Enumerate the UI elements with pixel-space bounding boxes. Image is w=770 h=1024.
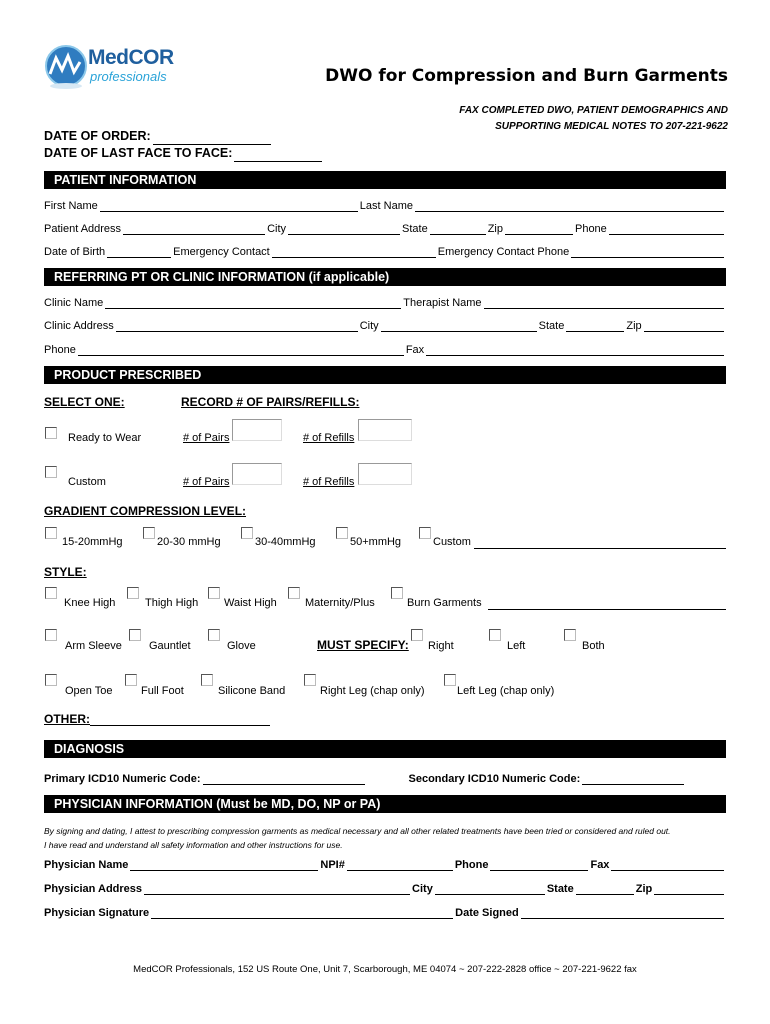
- first-name-label: First Name: [44, 200, 98, 212]
- knee-high-label: Knee High: [64, 597, 116, 609]
- gradient-50-checkbox[interactable]: [336, 527, 348, 539]
- gradient-custom-field[interactable]: [474, 536, 726, 549]
- secondary-icd-label: Secondary ICD10 Numeric Code:: [408, 773, 581, 785]
- physician-name-row: [44, 858, 726, 871]
- logo-tagline: professionals: [90, 69, 167, 84]
- clinic-state-field[interactable]: [566, 319, 624, 332]
- medcor-logo: [44, 44, 174, 104]
- physician-signature-row: [44, 906, 726, 919]
- custom-refills-input[interactable]: [358, 463, 412, 485]
- last-name-field[interactable]: [415, 199, 724, 212]
- maternity-plus-label: Maternity/Plus: [305, 597, 375, 609]
- burn-garments-checkbox[interactable]: [391, 587, 403, 599]
- clinic-address-row: [44, 319, 726, 332]
- physician-name-field[interactable]: [130, 858, 318, 871]
- dob-field[interactable]: [107, 245, 171, 258]
- physician-city-field[interactable]: [435, 882, 545, 895]
- date-last-face-label: DATE OF LAST FACE TO FACE:: [44, 146, 233, 160]
- city-field[interactable]: [288, 222, 400, 235]
- side-left-label: Left: [507, 640, 526, 652]
- therapist-name-label: Therapist Name: [403, 297, 482, 309]
- arm-sleeve-label: Arm Sleeve: [65, 640, 122, 652]
- physician-address-row: [44, 882, 726, 895]
- silicone-band-checkbox[interactable]: [201, 674, 213, 686]
- attestation-text: By signing and dating, I attest to prescribing compression garments as medical necessary and all other related treatments have been tried or considered and ruled out. I have read and understand all safety information and other instructions for use.: [44, 826, 671, 850]
- gauntlet-label: Gauntlet: [149, 640, 191, 652]
- physician-signature-label: Physician Signature: [44, 907, 150, 919]
- gradient-50-label: 50+mmHg: [350, 536, 402, 548]
- full-foot-label: Full Foot: [141, 685, 184, 697]
- knee-high-checkbox[interactable]: [45, 587, 57, 599]
- product-section-header: PRODUCT PRESCRIBED: [44, 366, 726, 384]
- left-leg-chap-label: Left Leg (chap only): [457, 685, 555, 697]
- physician-address-label: Physician Address: [44, 883, 143, 895]
- city-label: City: [267, 223, 287, 235]
- glove-checkbox[interactable]: [208, 629, 220, 641]
- date-of-order-field[interactable]: [153, 132, 271, 145]
- silicone-band-label: Silicone Band: [218, 685, 286, 697]
- patient-address-field[interactable]: [123, 222, 265, 235]
- thigh-high-checkbox[interactable]: [127, 587, 139, 599]
- side-both-checkbox[interactable]: [564, 629, 576, 641]
- gradient-20-30-label: 20-30 mmHg: [157, 536, 221, 548]
- patient-address-row: [44, 222, 726, 235]
- patient-address-label: Patient Address: [44, 223, 122, 235]
- gradient-custom-checkbox[interactable]: [419, 527, 431, 539]
- physician-phone-field[interactable]: [490, 858, 588, 871]
- patient-section-header: PATIENT INFORMATION: [44, 171, 726, 189]
- diagnosis-row: [44, 772, 726, 785]
- custom-product-checkbox[interactable]: [45, 466, 57, 478]
- gradient-30-40-label: 30-40mmHg: [255, 536, 316, 548]
- side-left-checkbox[interactable]: [489, 629, 501, 641]
- left-leg-chap-checkbox[interactable]: [444, 674, 456, 686]
- diagnosis-section-header: DIAGNOSIS: [44, 740, 726, 758]
- first-name-field[interactable]: [100, 199, 358, 212]
- custom-pairs-input[interactable]: [232, 463, 282, 485]
- open-toe-checkbox[interactable]: [45, 674, 57, 686]
- burn-garments-label: Burn Garments: [407, 597, 482, 609]
- emergency-phone-field[interactable]: [571, 245, 724, 258]
- phone-field[interactable]: [609, 222, 724, 235]
- order-dates: [44, 128, 324, 162]
- gradient-15-20-label: 15-20mmHg: [62, 536, 123, 548]
- date-of-order-label: DATE OF ORDER:: [44, 129, 151, 143]
- custom-refills-label: # of Refills: [303, 476, 355, 488]
- globe-logo-icon: [44, 44, 88, 90]
- custom-product-label: Custom: [68, 476, 106, 488]
- referring-section-header: REFERRING PT OR CLINIC INFORMATION (if applicable): [44, 268, 726, 286]
- refills-label: # of Refills: [303, 432, 355, 444]
- gradient-20-30-checkbox[interactable]: [143, 527, 155, 539]
- patient-name-row: [44, 199, 726, 212]
- physician-address-field[interactable]: [144, 882, 410, 895]
- clinic-name-field[interactable]: [105, 296, 401, 309]
- burn-garments-field[interactable]: [488, 597, 726, 610]
- fax-instructions: FAX COMPLETED DWO, PATIENT DEMOGRAPHICS AND SUPPORTING MEDICAL NOTES TO 207-221-9622: [459, 105, 728, 132]
- date-signed-field[interactable]: [521, 906, 724, 919]
- physician-state-label: State: [546, 883, 574, 895]
- record-heading: RECORD # OF PAIRS/REFILLS:: [181, 395, 360, 409]
- must-specify-heading: MUST SPECIFY:: [317, 638, 409, 652]
- primary-icd-field[interactable]: [203, 772, 365, 785]
- gradient-heading: GRADIENT COMPRESSION LEVEL:: [44, 504, 247, 518]
- state-field[interactable]: [430, 222, 486, 235]
- dob-label: Date of Birth: [44, 246, 106, 258]
- custom-pairs-label: # of Pairs: [183, 476, 230, 488]
- pairs-input[interactable]: [232, 419, 282, 441]
- last-name-label: Last Name: [359, 200, 413, 212]
- side-right-checkbox[interactable]: [411, 629, 423, 641]
- right-leg-chap-checkbox[interactable]: [304, 674, 316, 686]
- side-right-label: Right: [428, 640, 454, 652]
- logo-name: MedCOR: [88, 46, 174, 69]
- ready-to-wear-label: Ready to Wear: [68, 432, 142, 444]
- phone-label: Phone: [574, 223, 607, 235]
- arm-sleeve-checkbox[interactable]: [45, 629, 57, 641]
- clinic-zip-label: Zip: [626, 320, 642, 332]
- patient-dob-row: [44, 245, 726, 258]
- select-one-heading: SELECT ONE:: [44, 395, 125, 409]
- thigh-high-label: Thigh High: [145, 597, 199, 609]
- clinic-zip-field[interactable]: [644, 319, 724, 332]
- npi-field[interactable]: [347, 858, 453, 871]
- gradient-custom-label: Custom: [433, 536, 471, 548]
- physician-section-header: PHYSICIAN INFORMATION (Must be MD, DO, NP or PA): [44, 795, 726, 813]
- open-toe-label: Open Toe: [65, 685, 113, 697]
- clinic-fax-field[interactable]: [426, 343, 724, 356]
- emergency-phone-label: Emergency Contact Phone: [437, 246, 570, 258]
- footer-address: MedCOR Professionals, 152 US Route One, Unit 7, Scarborough, ME 04074 ~ 207-222-2828 office ~ 207-221-9622 fax: [133, 964, 637, 975]
- glove-label: Glove: [227, 640, 256, 652]
- date-last-face-field[interactable]: [234, 149, 322, 162]
- side-both-label: Both: [582, 640, 605, 652]
- clinic-fax-label: Fax: [405, 344, 425, 356]
- state-label: State: [402, 223, 428, 235]
- physician-zip-field[interactable]: [654, 882, 724, 895]
- emergency-contact-field[interactable]: [272, 245, 436, 258]
- physician-fax-field[interactable]: [611, 858, 724, 871]
- style-heading: STYLE:: [44, 565, 87, 579]
- maternity-plus-checkbox[interactable]: [288, 587, 300, 599]
- physician-name-label: Physician Name: [44, 859, 129, 871]
- clinic-phone-row: [44, 343, 726, 356]
- physician-state-field[interactable]: [576, 882, 634, 895]
- clinic-phone-field[interactable]: [78, 343, 404, 356]
- physician-signature-field[interactable]: [151, 906, 453, 919]
- other-row: [44, 712, 272, 726]
- physician-phone-label: Phone: [454, 859, 489, 871]
- pairs-label: # of Pairs: [183, 432, 230, 444]
- other-field[interactable]: [90, 713, 270, 726]
- secondary-icd-field[interactable]: [582, 772, 684, 785]
- waist-high-label: Waist High: [224, 597, 277, 609]
- clinic-city-field[interactable]: [381, 319, 537, 332]
- clinic-city-label: City: [359, 320, 379, 332]
- physician-city-label: City: [412, 883, 433, 895]
- clinic-address-label: Clinic Address: [44, 320, 114, 332]
- form-title: DWO for Compression and Burn Garments: [325, 66, 728, 86]
- emergency-contact-label: Emergency Contact: [173, 246, 270, 258]
- refills-input[interactable]: [358, 419, 412, 441]
- clinic-phone-label: Phone: [44, 344, 76, 356]
- date-signed-label: Date Signed: [455, 907, 519, 919]
- clinic-address-field[interactable]: [116, 319, 358, 332]
- physician-zip-label: Zip: [635, 883, 653, 895]
- primary-icd-label: Primary ICD10 Numeric Code:: [44, 773, 201, 785]
- full-foot-checkbox[interactable]: [125, 674, 137, 686]
- ready-to-wear-checkbox[interactable]: [45, 427, 57, 439]
- gradient-30-40-checkbox[interactable]: [241, 527, 253, 539]
- zip-field[interactable]: [505, 222, 573, 235]
- npi-label: NPI#: [320, 859, 345, 871]
- clinic-name-label: Clinic Name: [44, 297, 104, 309]
- therapist-name-field[interactable]: [484, 296, 724, 309]
- waist-high-checkbox[interactable]: [208, 587, 220, 599]
- gradient-15-20-checkbox[interactable]: [45, 527, 57, 539]
- zip-label: Zip: [487, 223, 503, 235]
- clinic-state-label: State: [538, 320, 565, 332]
- right-leg-chap-label: Right Leg (chap only): [320, 685, 425, 697]
- gauntlet-checkbox[interactable]: [129, 629, 141, 641]
- physician-fax-label: Fax: [590, 859, 610, 871]
- clinic-name-row: [44, 296, 726, 309]
- other-label: OTHER:: [44, 712, 90, 726]
